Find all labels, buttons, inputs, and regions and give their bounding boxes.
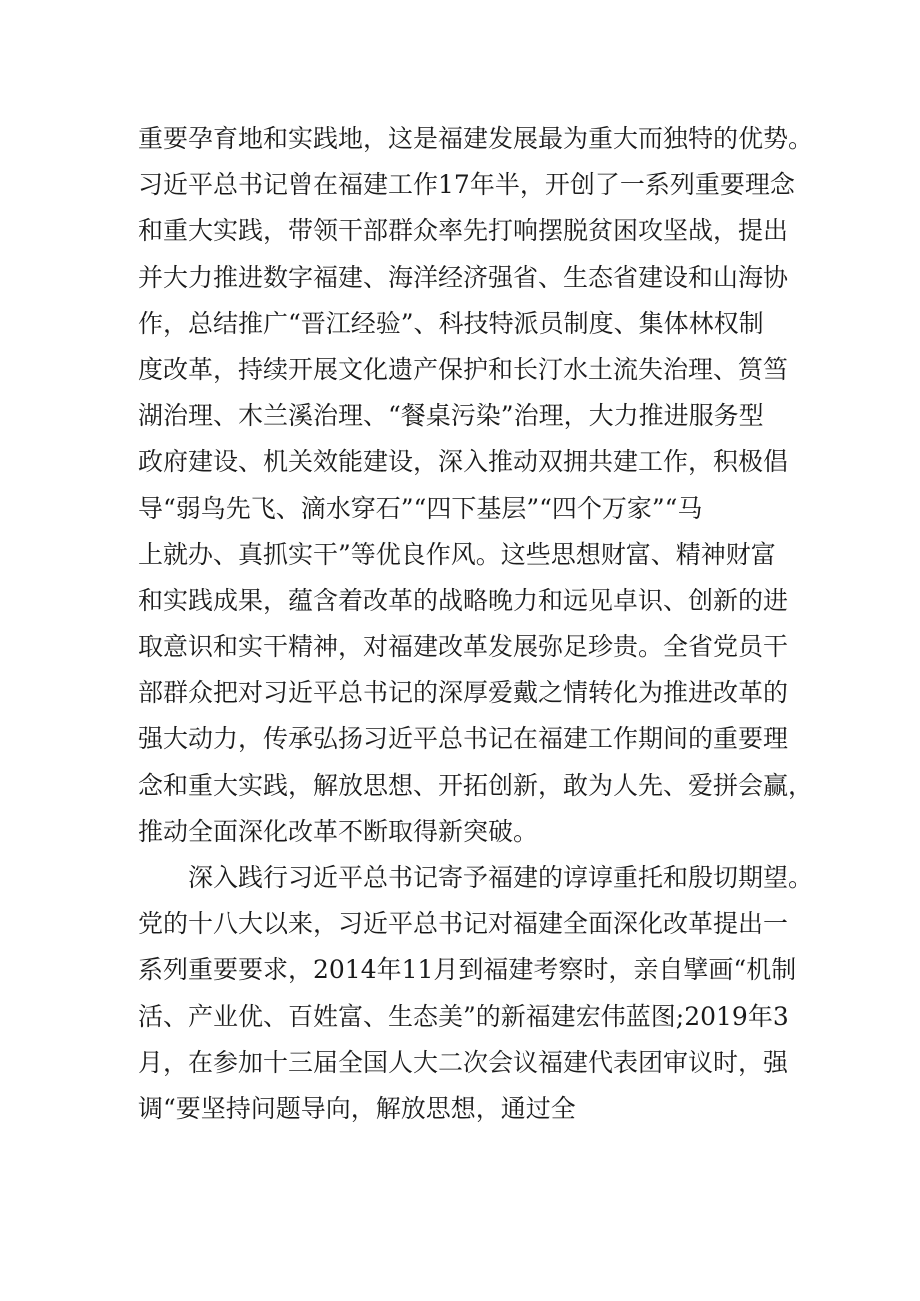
text-line: 度改革，持续开展文化遗产保护和长汀水土流失治理、筼筜: [138, 354, 789, 384]
text-line: 重要孕育地和实践地，这是福建发展最为重大而独特的优势。: [138, 124, 814, 153]
text-line: 政府建设、机关效能建设，深入推动双拥共建工作，积极倡: [138, 447, 789, 477]
text-line: 习近平总书记曾在福建工作17年半，开创了一系列重要理念: [138, 170, 795, 200]
text-line: 系列重要要求，2014年11月到福建考察时，亲自擘画“机制: [138, 955, 797, 985]
text-line: 湖治理、木兰溪治理、“餐桌污染”治理，大力推进服务型: [138, 401, 764, 431]
text-line: 和重大实践，带领干部群众率先打响摆脱贫困攻坚战，提出: [138, 216, 789, 246]
text-line: 月，在参加十三届全国人大二次会议福建代表团审议时，强: [138, 1047, 789, 1077]
text-line: 活、产业优、百姓富、生态美”的新福建宏伟蓝图;2019年3: [138, 1001, 789, 1031]
text-line: 和实践成果，蕴含着改革的战略晚力和远见卓识、创新的进: [138, 585, 789, 615]
body-text: [138, 116, 814, 1132]
text-line: 部群众把对习近平总书记的深厚爱戴之情转化为推进改革的: [138, 678, 789, 708]
text-line: 并大力推进数字福建、海洋经济强省、生态省建设和山海协: [138, 262, 789, 292]
text-line: 上就办、真抓实干”等优良作风。这些思想财富、精神财富: [138, 539, 776, 569]
text-line: 党的十八大以来，习近平总书记对福建全面深化改革提出一: [138, 909, 789, 939]
text-line: 作，总结推广“晋江经验”、科技特派员制度、集体林权制: [138, 308, 764, 338]
text-line: 强大动力，传承弘扬习近平总书记在福建工作期间的重要理: [138, 724, 789, 754]
text-line: 导“弱鸟先飞、滴水穿石”“四下基层”“四个万家”“马: [138, 493, 703, 523]
text-line: 念和重大实践，解放思想、开拓创新，敢为人先、爱拼会赢，: [138, 770, 814, 800]
paragraph-first-line: 深入践行习近平总书记寄予福建的谆谆重托和殷切期望。: [188, 863, 814, 892]
text-line: 推动全面深化改革不断取得新突破。: [138, 816, 539, 846]
text-line: 取意识和实干精神，对福建改革发展弥足珍贵。全省党员干: [138, 632, 789, 662]
text-line: 调“要坚持问题导向，解放思想，通过全: [138, 1093, 576, 1123]
